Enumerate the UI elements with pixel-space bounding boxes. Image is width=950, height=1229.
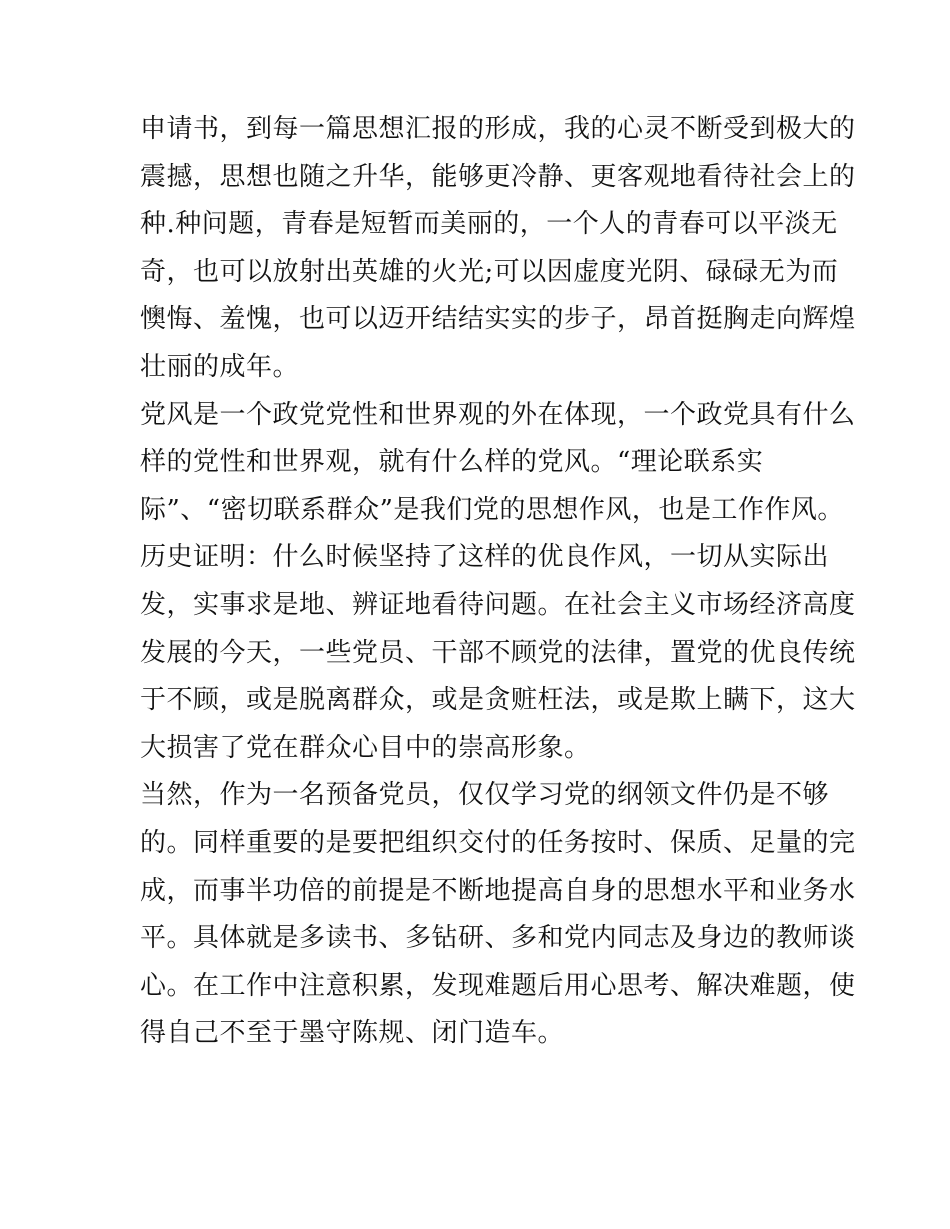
document-body xyxy=(140,106,856,1058)
text-line: 申请书，到每一篇思想汇报的形成，我的心灵不断受到极大的 xyxy=(140,114,856,144)
text-line: 样的党性和世界观，就有什么样的党风。“理论联系实 xyxy=(140,447,764,478)
text-line: 震撼，思想也随之升华，能够更冷静、更客观地看待社会上的 xyxy=(140,161,856,192)
text-line: 发展的今天，一些党员、干部不顾党的法律，置党的优良传统 xyxy=(140,637,856,668)
text-line: 懊悔、羞愧，也可以迈开结结实实的步子，昂首挺胸走向辉煌 xyxy=(140,304,856,335)
text-line: 于不顾，或是脱离群众，或是贪赃枉法，或是欺上瞒下，这大 xyxy=(140,685,856,716)
text-line: 的。同样重要的是要把组织交付的任务按时、保质、足量的完 xyxy=(140,827,856,858)
text-line: 奇，也可以放射出英雄的火光;可以因虚度光阴、碌碌无为而 xyxy=(140,256,839,287)
text-line: 当然，作为一名预备党员，仅仅学习党的纲领文件仍是不够 xyxy=(140,780,830,811)
text-line: 党风是一个政党党性和世界观的外在体现，一个政党具有什么 xyxy=(140,399,856,430)
paragraph-3 xyxy=(140,772,856,1058)
text-line: 壮丽的成年。 xyxy=(140,351,300,382)
text-line: 得自己不至于墨守陈规、闭门造车。 xyxy=(140,1018,565,1049)
text-line: 历史证明：什么时候坚持了这样的优良作风，一切从实际出 xyxy=(140,542,830,573)
text-line: 种.种问题，青春是短暂而美丽的，一个人的青春可以平淡无 xyxy=(140,209,838,240)
text-line: 成，而事半功倍的前提是不断地提高自身的思想水平和业务水 xyxy=(140,875,856,906)
text-line: 平。具体就是多读书、多钻研、多和党内同志及身边的教师谈 xyxy=(140,923,856,954)
paragraph-2 xyxy=(140,392,856,773)
text-line: 大损害了党在群众心目中的崇高形象。 xyxy=(140,732,591,763)
text-line: 心。在工作中注意积累，发现难题后用心思考、解决难题，使 xyxy=(140,970,856,1001)
paragraph-1 xyxy=(140,106,856,392)
text-line: 际”、“密切联系群众”是我们党的思想作风，也是工作作风。 xyxy=(140,494,844,525)
text-line: 发，实事求是地、辨证地看待问题。在社会主义市场经济高度 xyxy=(140,589,856,620)
